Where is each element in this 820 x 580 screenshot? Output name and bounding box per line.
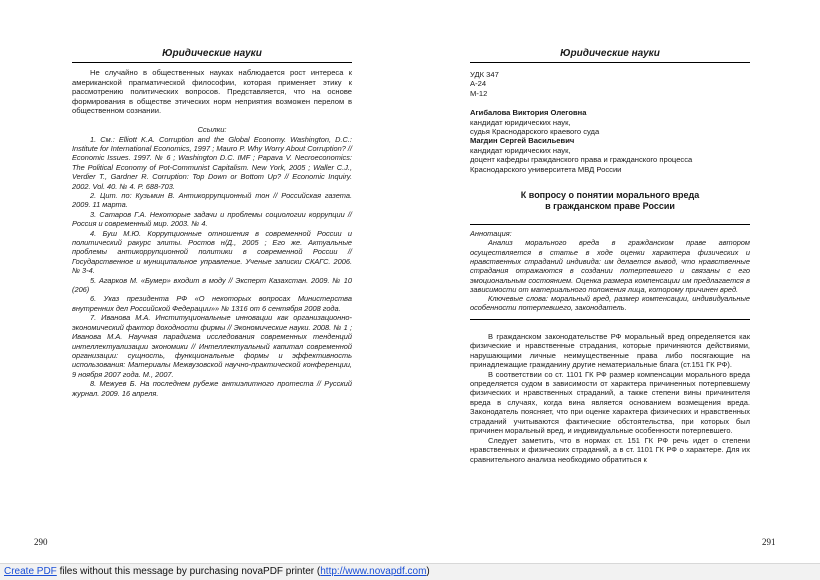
novapdf-link[interactable]: http://www.novapdf.com	[320, 566, 427, 577]
right-page	[410, 0, 820, 560]
reference-item: 3. Сатаров Г.А. Некоторые задачи и проблемы социологии коррупции // Россия и современный мир. 2003. № 4.	[72, 209, 352, 229]
author-degree: кандидат юридических наук,	[470, 117, 571, 127]
intro-paragraph: Не случайно в общественных науках наблюдается рост интереса к американской прагматической философии, которая применяет этику к рассмотрению политических вопросов. Представляется, что на основе формирования в обществе этических норм неприятия возможен перелом в общественном сознании.	[72, 68, 352, 116]
classification-code: М-12	[470, 88, 488, 98]
footer-text: files without this message by purchasing novaPDF printer (	[56, 566, 321, 577]
references-title: Ссылки:	[197, 124, 227, 134]
article-title-line: в гражданском праве России	[545, 201, 675, 212]
left-running-head: Юридические науки	[162, 48, 262, 59]
annotation-block	[470, 224, 750, 320]
reference-item: 6. Указ президента РФ «О некоторых вопросах Министерства внутренних дел Российской Федерации»» № 1316 от 6 сентября 2008 года.	[72, 294, 352, 313]
annotation-label: Аннотация:	[470, 229, 512, 239]
author-position: доцент кафедры гражданского права и гражданского процесса	[470, 155, 693, 165]
footer-text-end: )	[426, 566, 430, 577]
body-paragraph: В гражданском законодательстве РФ моральный вред определяется как физические и нравственные страдания, которые причиняются действиями, нарушающими личные неимущественные права либо посягающие на принадлежащие гражданину другие нематериальные блага (ст.151 ГК РФ).	[470, 331, 750, 370]
left-page	[0, 0, 410, 560]
article-body	[470, 332, 750, 464]
reference-item: 4. Буш М.Ю. Коррупционные отношения в современной России и политический ракурс элиты. Ростов н/Д., 2005 ; Его же. Актуальные проблемы антикоррупционной политики в современной России // Государственное и муниципальное управление. Ученые записки СКАГС. 2006. № 3-4.	[72, 228, 352, 276]
left-head-rule	[72, 62, 352, 63]
article-title-line: К вопросу о понятии морального вреда	[520, 190, 700, 201]
author-position: судья Краснодарского краевого суда	[470, 127, 600, 137]
reference-item: 1. См.: Elliott K.A. Corruption and the Global Economy. Washington, D.C.: Institute for International Economics, 1997 ; Mauro P. Why Worry About Corruption? // Economic Issues. 1997. № 6 ; Washington D.C. IMF ; Papava V. Necroeconomics: The Political Economy of Pot-Communist Capitalism. New York, 2005 ; Waller C.J., Verdier T., Gardner R. Corruption: Top Down or Bottom Up? // Economic Inquiry. 2002. Vol. 40. № 4. P. 688-703.	[72, 134, 352, 191]
reference-item: 5. Агарков М. «Бумер» входит в моду // Эксперт Казахстан. 2009. № 10 (206)	[72, 275, 352, 295]
left-page-number: 290	[34, 537, 48, 547]
annotation-bottom-rule	[470, 319, 750, 320]
keywords-text: Ключевые слова: моральный вред, размер компенсации, индивидуальные особенности потерпевшего, законодатель.	[470, 294, 750, 313]
article-title	[470, 190, 750, 212]
author-name: Агибалова Виктория Олеговна	[470, 108, 587, 118]
author-degree: кандидат юридических наук,	[470, 145, 571, 155]
body-paragraph: В соответствии со ст. 1101 ГК РФ размер компенсации морального вреда определяется судом в зависимости от характера причиненных потерпевшему физических и нравственных страданий, а также степени вины причинителя вреда в случаях, когда вина является основанием возмещения вреда. Законодатель поясняет, что при оценке характера физических и нравственных страданий учитываются фактические обстоятельства, при которых был причинен моральный вред, и индивидуальные особенности потерпевшего.	[470, 369, 750, 436]
classification-code: А-24	[470, 79, 487, 89]
reference-item: 2. Цит. по: Кузьмин В. Антикоррупционный тон // Российская газета. 2009. 11 марта.	[72, 191, 352, 210]
right-body	[470, 70, 750, 464]
annotation-text: Анализ морального вреда в гражданском праве автором осуществляется в статье в ходе оценки характера физических и нравственных страданий индивида: им делается вывод, что нравственные страдания отражаются в создании потерпевшего и связаны с его эмоциональным состоянием. Оценка размера компенсации им предлагается в зависимости от материального положения лица, которому причинен вред.	[470, 238, 750, 294]
right-page-number: 291	[762, 537, 776, 547]
author-name: Магдин Сергей Васильевич	[470, 136, 575, 146]
reference-item: 7. Иванова М.А. Институциональные инновации как организационно-экономический фактор доходности фирмы // Экономические науки. 2008. № 1 ; Иванова М.А. Научная парадигма исследования современных тенденций интеллектуализации экономики // Интеллектуальный капитал современной организации: сущность, функциональные формы и эффективность использования: Материалы Межвузовской научно-практической конференции, 9 ноября 2007 года. М., 2007.	[72, 313, 352, 379]
create-pdf-link[interactable]: Create PDF	[4, 566, 57, 577]
reference-item: 8. Межуев Б. На последнем рубеже антиэлитного протеста // Русский журнал. 2009. 16 апреля.	[72, 379, 352, 398]
pdf-printer-footer	[0, 563, 820, 580]
right-running-head: Юридические науки	[560, 48, 660, 59]
author-organization: Краснодарского университета МВД России	[470, 164, 622, 174]
body-paragraph: Следует заметить, что в нормах ст. 151 ГК РФ речь идет о степени нравственных и физических страданий, а в ст. 1101 ГК РФ о характере. Для их сравнительного анализа необходимо обратиться к	[470, 435, 750, 464]
right-head-rule	[470, 62, 750, 63]
udk-code: УДК 347	[470, 70, 499, 79]
left-body	[72, 68, 352, 398]
